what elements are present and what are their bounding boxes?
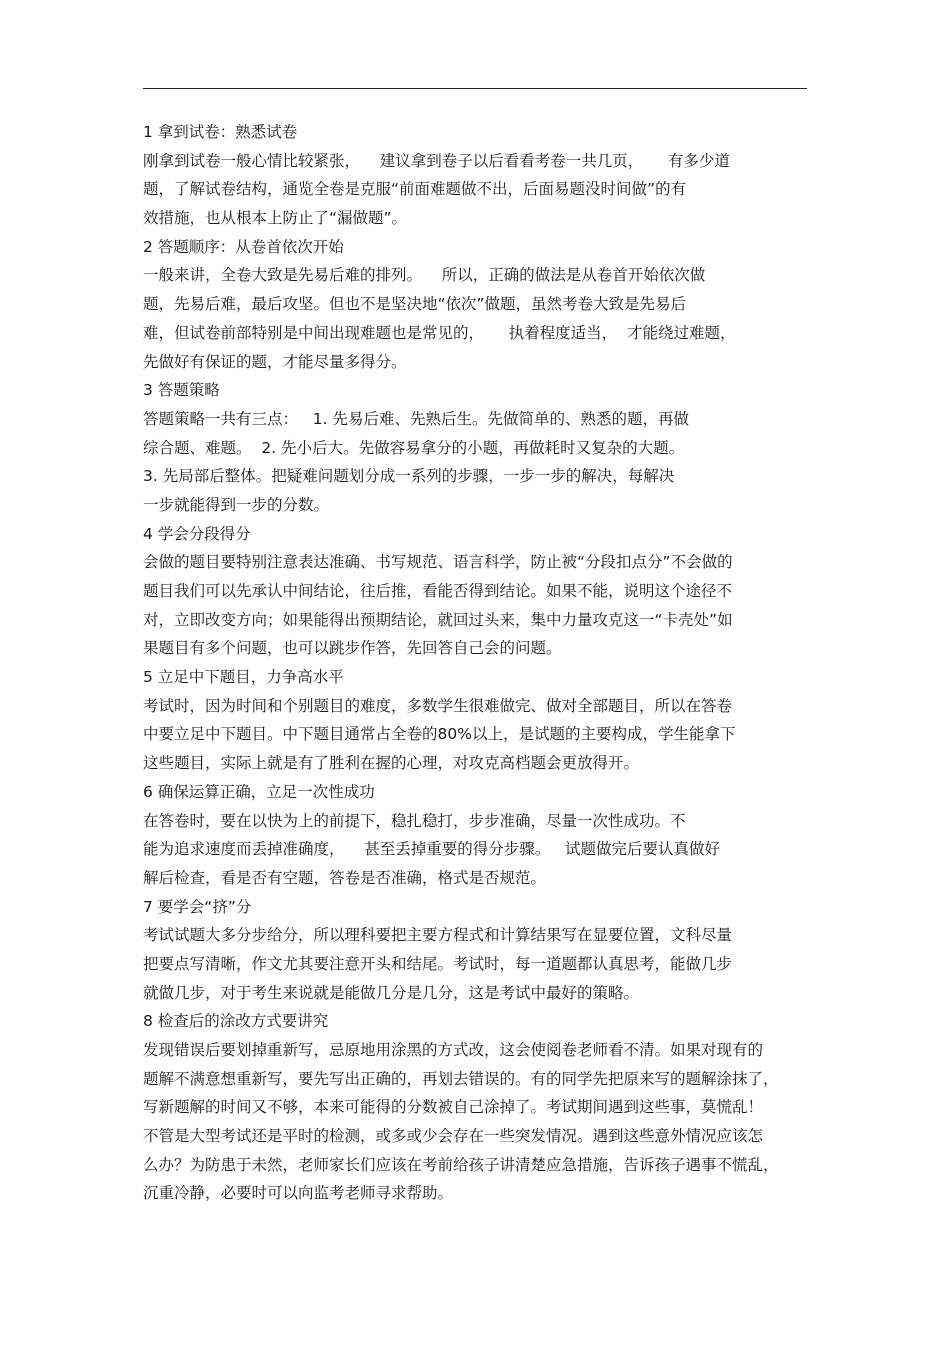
section-heading: 6 确保运算正确，立足一次性成功: [143, 782, 375, 801]
paragraph-line: 综合题、难题。 2. 先小后大。先做容易拿分的小题，再做耗时又复杂的大题。: [143, 438, 685, 457]
paragraph-line: 题，先易后难，最后攻坚。但也不是坚决地“依次”做题，虽然考卷大致是先易后: [143, 295, 687, 314]
paragraph-line: 不管是大型考试还是平时的检测，或多或少会存在一些突发情况。遇到这些意外情况应该怎: [143, 1127, 764, 1146]
paragraph-line: 效措施，也从根本上防止了“漏做题”。: [143, 209, 408, 228]
paragraph-line: 考试试题大多分步给分，所以理科要把主要方程式和计算结果写在显要位置，文科尽量: [143, 926, 733, 945]
header-rule: [143, 88, 807, 89]
paragraph-line: 3. 先局部后整体。把疑难问题划分成一系列的步骤，一步一步的解决，每解决: [143, 467, 675, 486]
section-heading: 8 检查后的涂改方式要讲究: [143, 1012, 329, 1031]
section-heading: 7 要学会“挤”分: [143, 897, 252, 916]
paragraph-line: 刚拿到试卷一般心情比较紧张， 建议拿到卷子以后看看考卷一共几页， 有多少道: [143, 151, 730, 170]
section-heading: 2 答题顺序：从卷首依次开始: [143, 237, 344, 256]
paragraph-line: 题，了解试卷结构，通览全卷是克服“前面难题做不出，后面易题没时间做”的有: [143, 180, 687, 199]
paragraph-line: 解后检查，看是否有空题，答卷是否准确，格式是否规范。: [143, 868, 547, 887]
paragraph-line: 把要点写清晰，作文尤其要注意开头和结尾。考试时，每一道题都认真思考，能做几步: [143, 954, 733, 973]
section-heading: 3 答题策略: [143, 381, 220, 400]
paragraph-line: 先做好有保证的题，才能尽量多得分。: [143, 352, 407, 371]
paragraph-line: 对，立即改变方向；如果能得出预期结论，就回过头来，集中力量攻克这一“卡壳处”如: [143, 610, 733, 629]
paragraph-line: 会做的题目要特别注意表达准确、书写规范、语言科学，防止被“分段扣点分”不会做的: [143, 553, 733, 572]
section-heading: 4 学会分段得分: [143, 524, 251, 543]
paragraph-line: 答题策略一共有三点： 1. 先易后难、先熟后生。先做简单的、熟悉的题，再做: [143, 409, 689, 428]
paragraph-line: 在答卷时，要在以快为上的前提下，稳扎稳打，步步准确，尽量一次性成功。不: [143, 811, 686, 830]
paragraph-line: 发现错误后要划掉重新写，忌原地用涂黑的方式改，这会使阅卷老师看不清。如果对现有的: [143, 1041, 764, 1059]
section-heading: 5 立足中下题目，力争高水平: [143, 668, 344, 687]
paragraph-line: 写新题解的时间又不够，本来可能得的分数被自己涂掉了。考试期间遇到这些事，莫慌乱！: [143, 1098, 764, 1117]
paragraph-line: 就做几步，对于考生来说就是能做几分是几分，这是考试中最好的策略。: [143, 983, 640, 1002]
paragraph-line: 果题目有多个问题，也可以跳步作答，先回答自己会的问题。: [143, 639, 562, 658]
paragraph-line: 中要立足中下题目。中下题目通常占全卷的80%以上，是试题的主要构成，学生能拿下: [143, 725, 736, 744]
section-heading: 1 拿到试卷：熟悉试卷: [143, 123, 298, 141]
paragraph-line: 能为追求速度而丢掉准确度， 甚至丢掉重要的得分步骤。 试题做完后要认真做好: [143, 840, 720, 859]
paragraph-line: 考试时，因为时间和个别题目的难度，多数学生很难做完、做对全部题目，所以在答卷: [143, 696, 733, 715]
paragraph-line: 沉重冷静，必要时可以向监考老师寻求帮助。: [143, 1184, 454, 1203]
paragraph-line: 题目我们可以先承认中间结论，往后推，看能否得到结论。如果不能，说明这个途径不: [143, 582, 733, 600]
paragraph-line: 题解不满意想重新写，要先写出正确的，再划去错误的。有的同学先把原来写的题解涂抹了，: [143, 1069, 779, 1088]
paragraph-line: 难，但试卷前部特别是中间出现难题也是常见的， 执着程度适当， 才能绕过难题，: [143, 323, 736, 342]
paragraph-line: 一步就能得到一步的分数。: [143, 495, 330, 514]
paragraph-line: 一般来讲，全卷大致是先易后难的排列。 所以，正确的做法是从卷首开始依次做: [143, 266, 706, 285]
document-body: [143, 118, 833, 1208]
paragraph-line: 么办？为防患于未然，老师家长们应该在考前给孩子讲清楚应急措施，告诉孩子遇事不慌乱，: [143, 1155, 779, 1174]
paragraph-line: 这些题目，实际上就是有了胜利在握的心理，对攻克高档题会更放得开。: [143, 754, 640, 773]
